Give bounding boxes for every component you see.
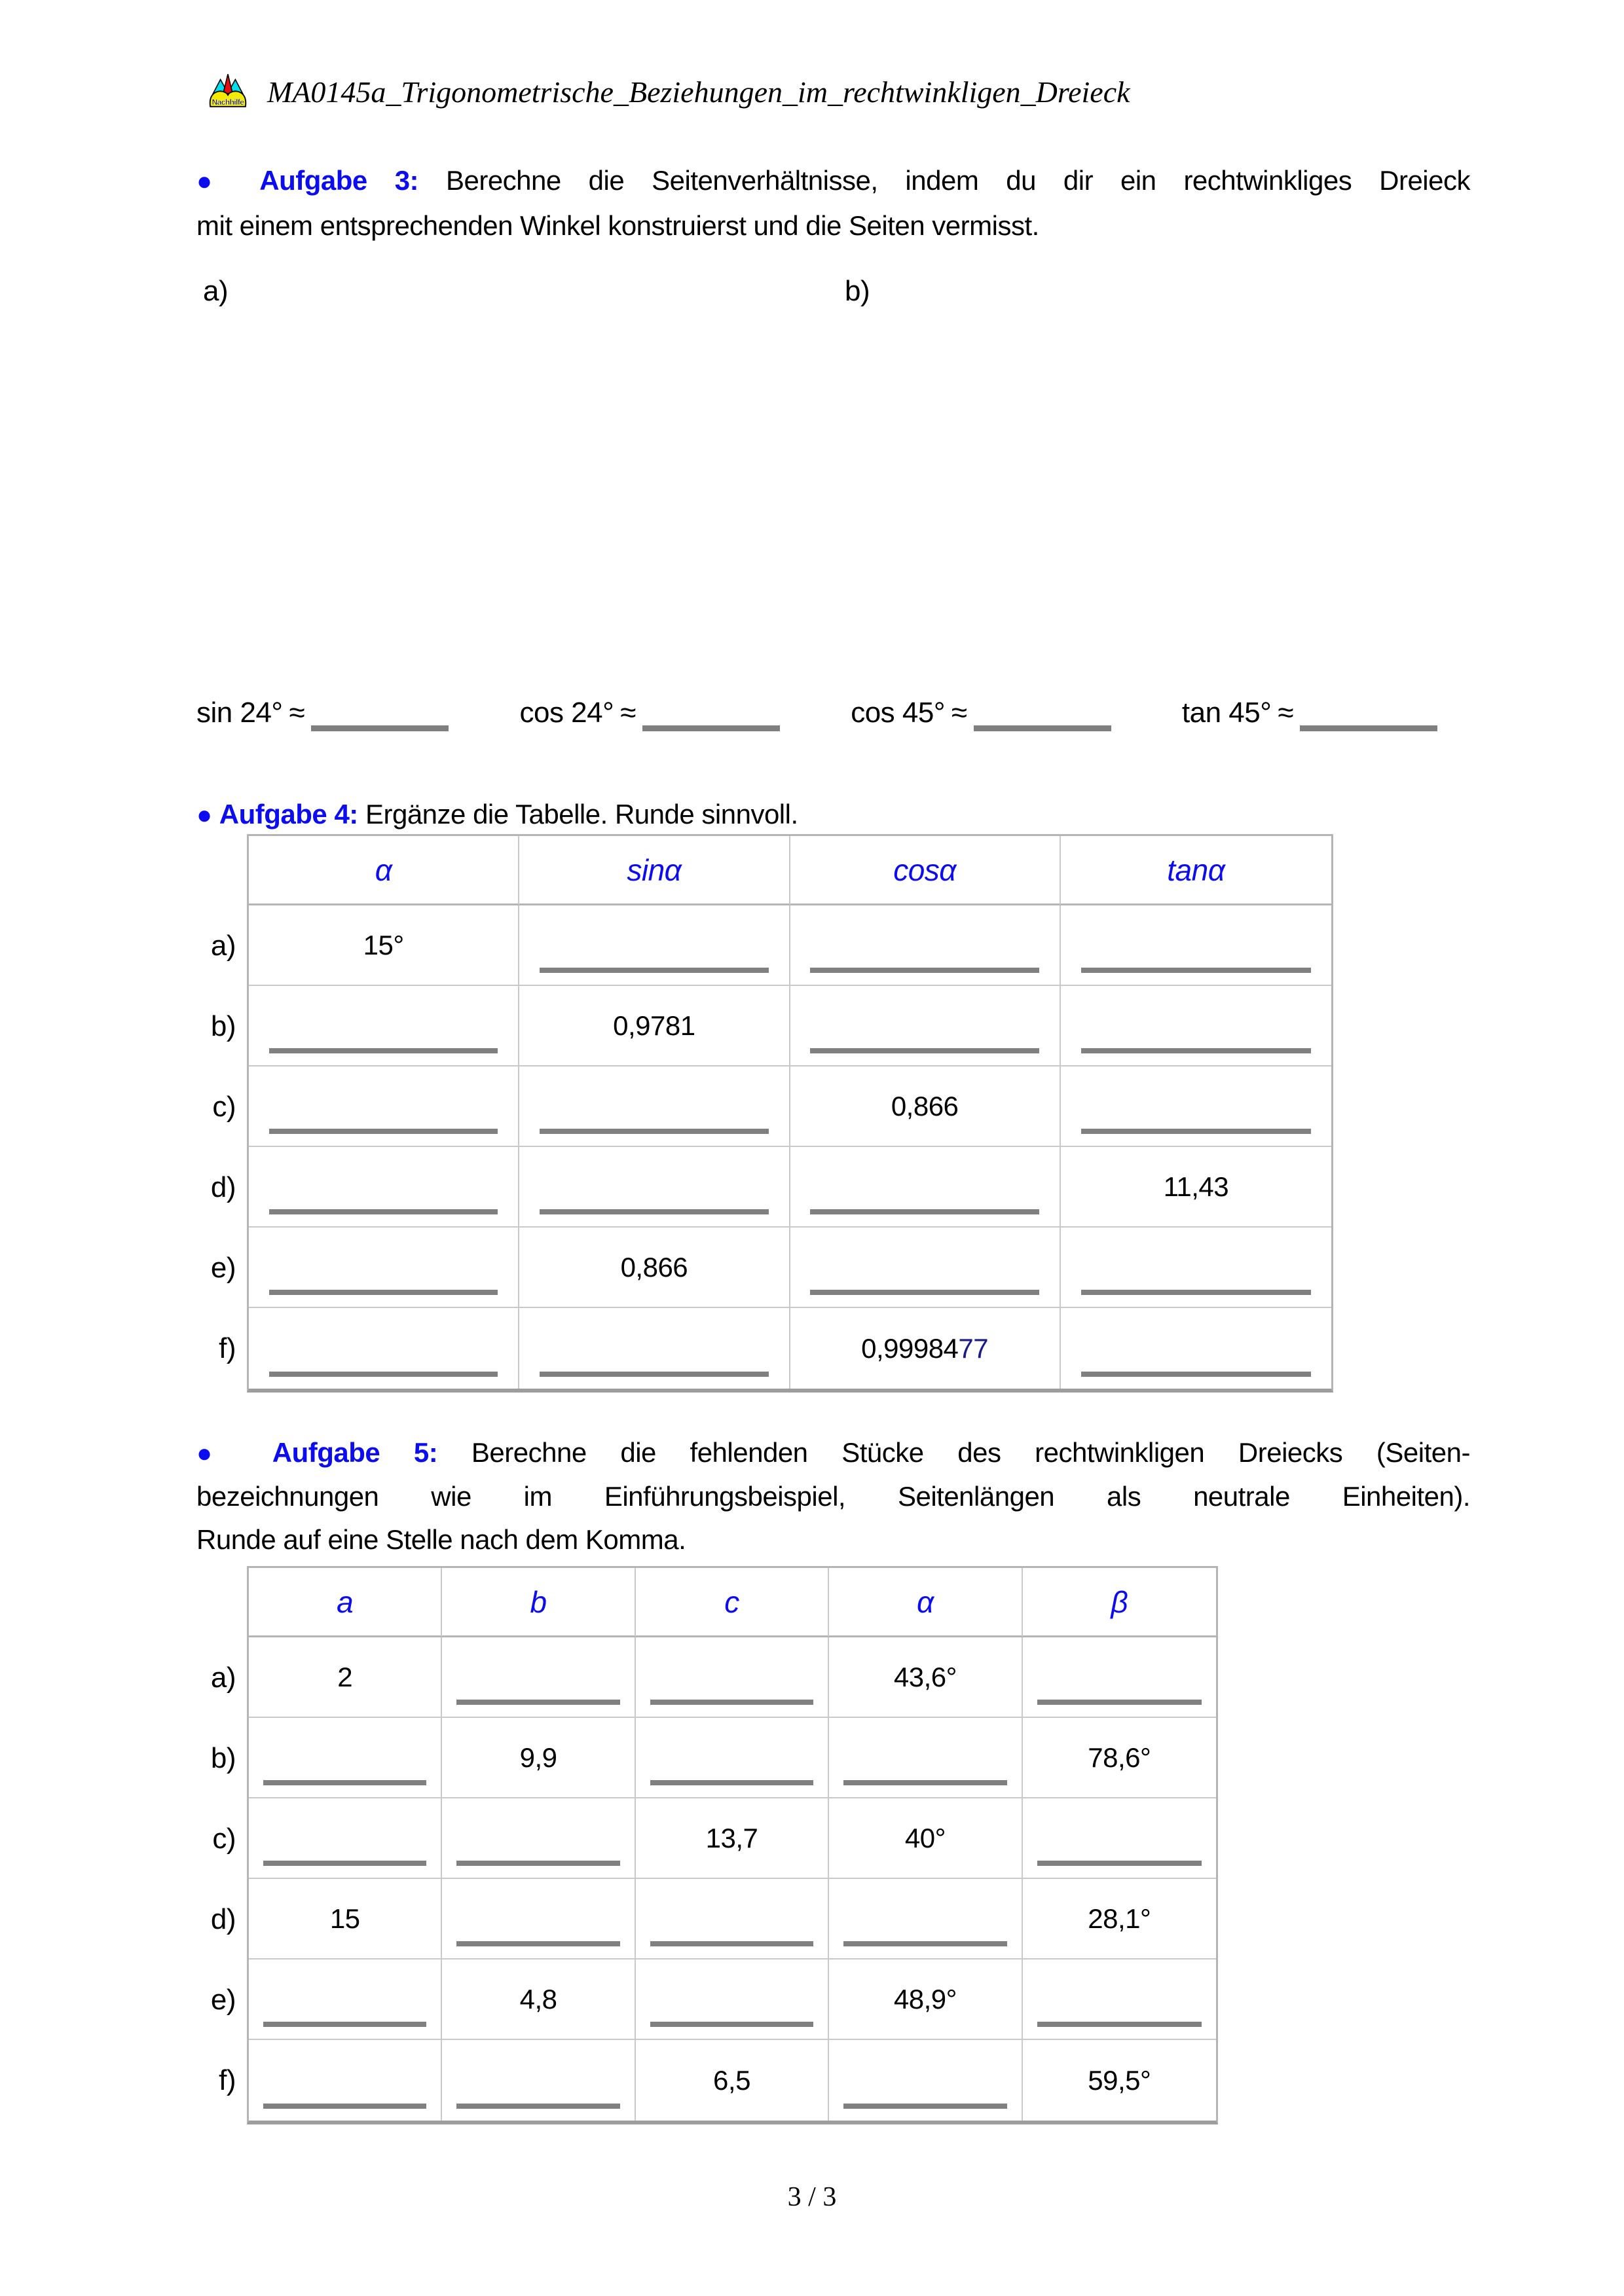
- cell-value: 0,866: [891, 1090, 959, 1121]
- t4-header-sin: sinα: [519, 836, 790, 905]
- t5-cell: [249, 1879, 442, 1959]
- t4-cell: [519, 1147, 790, 1228]
- ratio-fill-line: [196, 697, 1437, 731]
- blank-line: [650, 1700, 813, 1705]
- row-label: e): [210, 1251, 236, 1284]
- blank-line: [269, 1048, 498, 1053]
- ratio-label: sin 24°: [196, 697, 283, 729]
- t5-cell: [442, 2040, 635, 2121]
- task4-heading: [196, 792, 798, 837]
- t5-cell: [1023, 1718, 1216, 1798]
- approx-symbol: ≈: [289, 697, 305, 729]
- document-title: MA0145a_Trigonometrische_Beziehungen_im_rechtwinkligen_Dreieck: [267, 75, 1130, 109]
- t5-cell: [829, 1637, 1022, 1718]
- blank-line: [810, 1290, 1039, 1295]
- blank-line: [1081, 1290, 1311, 1295]
- row-label: f): [219, 2064, 236, 2096]
- t5-cell: [249, 1637, 442, 1718]
- t5-cell: [442, 1959, 635, 2040]
- cell-value: 15°: [363, 929, 404, 960]
- t4-cell: [1061, 1066, 1331, 1147]
- t5-header-alpha: α: [829, 1568, 1022, 1637]
- approx-symbol: ≈: [620, 697, 636, 729]
- t4-cell: [1061, 1147, 1331, 1228]
- cos-f-black-part: 0,99984: [861, 1332, 959, 1364]
- cell-value: 78,6°: [1088, 1741, 1151, 1773]
- cell-value: 9,9: [519, 1741, 557, 1773]
- blank-line: [810, 1209, 1039, 1214]
- blank-line: [269, 1129, 498, 1134]
- t4-cell: [249, 905, 519, 986]
- t4-cell-cos-f: [790, 1308, 1061, 1389]
- row-label: b): [210, 1010, 236, 1042]
- blank-line: [1081, 1372, 1311, 1377]
- approx-symbol: ≈: [1278, 697, 1293, 729]
- t5-cell: [636, 1637, 829, 1718]
- row-label: d): [210, 1903, 236, 1935]
- task4-table: [247, 834, 1333, 1393]
- task5-table: [247, 1566, 1218, 2124]
- task5-line3: Runde auf eine Stelle nach dem Komma.: [196, 1524, 686, 1555]
- t4-cell: [519, 905, 790, 986]
- blank-line: [456, 1700, 619, 1705]
- blank-line: [650, 2022, 813, 2027]
- blank-line: [843, 1780, 1006, 1785]
- t5-cell: [442, 1879, 635, 1959]
- t4-cell: [249, 1147, 519, 1228]
- t5-cell: [636, 1798, 829, 1879]
- blank-line: [1037, 1861, 1202, 1866]
- blank-line: [1081, 968, 1311, 973]
- t4-cell: [790, 905, 1061, 986]
- ratio-label: cos 24°: [519, 697, 614, 729]
- blank-line: [540, 1372, 769, 1377]
- blank-line: [263, 2022, 426, 2027]
- t5-cell: [249, 2040, 442, 2121]
- t4-cell: [519, 1228, 790, 1308]
- t5-cell: [636, 2040, 829, 2121]
- t5-cell: [249, 1718, 442, 1798]
- cell-value: 11,43: [1163, 1171, 1229, 1202]
- t4-cell: [790, 1066, 1061, 1147]
- row-label: c): [212, 1090, 236, 1123]
- t5-header-a: a: [249, 1568, 442, 1637]
- t5-cell: [249, 1798, 442, 1879]
- row-label: b): [210, 1741, 236, 1774]
- t5-cell: [636, 1959, 829, 2040]
- task3-line2: mit einem entsprechenden Winkel konstruierst und die Seiten vermisst.: [196, 210, 1039, 241]
- t4-cell: [249, 1228, 519, 1308]
- t5-header-beta: β: [1023, 1568, 1216, 1637]
- t5-header-c: c: [636, 1568, 829, 1637]
- blank-line: [1037, 1700, 1202, 1705]
- cell-value: 15: [329, 1903, 360, 1934]
- cell-value: 13,7: [705, 1822, 758, 1853]
- bullet-icon: ●: [196, 801, 212, 829]
- task5-line2: bezeichnungen wie im Einführungsbeispiel, Seitenlängen als neutrale Einheiten).: [196, 1481, 1470, 1512]
- blank-line: [1037, 2022, 1202, 2027]
- blank-line: [269, 1290, 498, 1295]
- approx-symbol: ≈: [951, 697, 967, 729]
- t4-cell: [519, 1308, 790, 1389]
- t4-cell: [790, 1228, 1061, 1308]
- blank-line: [843, 1941, 1006, 1946]
- blank-line: [263, 1861, 426, 1866]
- ratio-cos45: [851, 697, 1111, 731]
- cell-value: 0,866: [620, 1251, 688, 1283]
- task5-heading: [196, 1431, 1470, 1561]
- task3-label: Aufgabe 3:: [259, 165, 419, 196]
- ratio-label: tan 45°: [1181, 697, 1272, 729]
- t4-header-cos: cosα: [790, 836, 1061, 905]
- sub-label-a: a): [203, 275, 229, 307]
- t4-cell: [249, 986, 519, 1066]
- t5-cell: [636, 1718, 829, 1798]
- cell-value: 28,1°: [1088, 1903, 1151, 1934]
- cell-value: 40°: [904, 1822, 946, 1853]
- t5-cell: [1023, 2040, 1216, 2121]
- cell-value: 0,9781: [613, 1010, 695, 1041]
- task4-row-labels: [189, 905, 236, 1389]
- blank-line: [311, 725, 449, 731]
- bullet-icon: ●: [196, 1439, 239, 1468]
- cell-value: 48,9°: [893, 1983, 957, 2014]
- ratio-label: cos 45°: [851, 697, 945, 729]
- t5-cell: [249, 1959, 442, 2040]
- t4-cell: [519, 986, 790, 1066]
- cell-value: 4,8: [519, 1983, 557, 2014]
- t5-cell: [1023, 1637, 1216, 1718]
- mountain-logo-icon: [208, 71, 248, 109]
- task4-label: Aufgabe 4:: [219, 799, 358, 829]
- blank-line: [263, 2104, 426, 2109]
- t5-cell: [1023, 1879, 1216, 1959]
- blank-line: [1300, 725, 1437, 731]
- row-label: d): [210, 1171, 236, 1203]
- blank-line: [456, 1861, 619, 1866]
- blank-line: [810, 1048, 1039, 1053]
- t4-cell: [1061, 905, 1331, 986]
- t5-cell: [1023, 1959, 1216, 2040]
- blank-line: [650, 1941, 813, 1946]
- row-label: c): [212, 1822, 236, 1855]
- t5-cell: [442, 1718, 635, 1798]
- t4-cell: [790, 1147, 1061, 1228]
- task4-text: Ergänze die Tabelle. Runde sinnvoll.: [365, 799, 798, 829]
- blank-line: [843, 2104, 1006, 2109]
- page-number: 3 / 3: [787, 2182, 837, 2212]
- task5-text-1: Berechne die fehlenden Stücke des rechtwinkligen Dreiecks (Seiten-: [471, 1437, 1470, 1468]
- blank-line: [1081, 1129, 1311, 1134]
- t5-cell: [442, 1798, 635, 1879]
- t4-header-tan: tanα: [1061, 836, 1331, 905]
- row-label: e): [210, 1983, 236, 2016]
- cell-value: 43,6°: [893, 1661, 957, 1692]
- cell-value: 59,5°: [1088, 2064, 1151, 2096]
- t4-header-alpha: α: [249, 836, 519, 905]
- task5-row-labels: [189, 1637, 236, 2121]
- t5-cell: [829, 1798, 1022, 1879]
- blank-line: [540, 1129, 769, 1134]
- t4-cell: [1061, 1308, 1331, 1389]
- t5-cell: [442, 1637, 635, 1718]
- task3-heading: [196, 158, 1470, 248]
- t5-cell: [829, 1718, 1022, 1798]
- blank-line: [974, 725, 1111, 731]
- t5-header-b: b: [442, 1568, 635, 1637]
- t5-cell: [829, 1959, 1022, 2040]
- cos-f-navy-part: 77: [958, 1332, 989, 1364]
- cell-value: [861, 1333, 988, 1364]
- t5-cell: [636, 1879, 829, 1959]
- blank-line: [269, 1372, 498, 1377]
- ratio-sin24: [196, 697, 449, 731]
- row-label: f): [219, 1332, 236, 1364]
- blank-line: [540, 968, 769, 973]
- task3-text-1: Berechne die Seitenverhältnisse, indem du dir ein rechtwinkliges Dreieck: [445, 165, 1470, 196]
- blank-line: [642, 725, 780, 731]
- t4-cell: [1061, 986, 1331, 1066]
- row-label: a): [210, 1661, 236, 1694]
- cell-value: 2: [337, 1661, 353, 1692]
- t4-cell: [1061, 1228, 1331, 1308]
- t5-cell: [829, 1879, 1022, 1959]
- nachhilfe-logo: [208, 71, 248, 109]
- cell-value: 6,5: [713, 2064, 750, 2096]
- ratio-cos24: [519, 697, 779, 731]
- task3-line1: [196, 158, 1470, 204]
- t4-cell: [519, 1066, 790, 1147]
- blank-line: [456, 2104, 619, 2109]
- blank-line: [263, 1780, 426, 1785]
- task5-line1: [196, 1431, 1470, 1475]
- blank-line: [810, 968, 1039, 973]
- blank-line: [269, 1209, 498, 1214]
- logo-text: Nachhilfe: [212, 97, 244, 107]
- task5-label: Aufgabe 5:: [272, 1437, 438, 1468]
- t5-cell: [1023, 1798, 1216, 1879]
- t4-cell: [249, 1308, 519, 1389]
- t4-cell: [790, 986, 1061, 1066]
- t4-cell: [249, 1066, 519, 1147]
- blank-line: [456, 1941, 619, 1946]
- t5-cell: [829, 2040, 1022, 2121]
- blank-line: [1081, 1048, 1311, 1053]
- row-label: a): [210, 929, 236, 962]
- blank-line: [540, 1209, 769, 1214]
- ratio-tan45: [1182, 697, 1437, 731]
- bullet-icon: ●: [196, 167, 232, 196]
- blank-line: [650, 1780, 813, 1785]
- sub-label-b: b): [845, 275, 870, 307]
